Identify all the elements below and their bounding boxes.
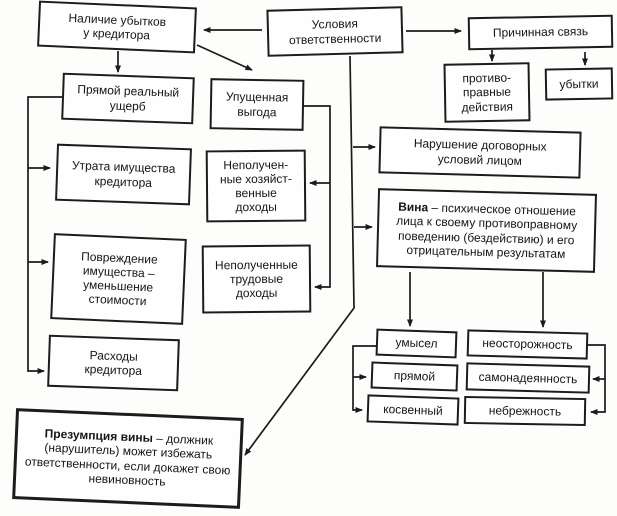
node-guilt-definition-text — [385, 200, 587, 262]
guilt-term: Вина — [398, 199, 429, 215]
node-illegal-actions-label: противо- правные действия — [461, 70, 514, 115]
node-guilt-presumption — [12, 408, 244, 509]
node-conditions-label: Условия ответственности — [288, 16, 382, 47]
node-overconfidence — [466, 362, 591, 393]
node-causal-link — [468, 15, 614, 51]
node-intent-indirect-label: косвенный — [382, 401, 444, 418]
node-direct-damage-label: Прямой реальный ущерб — [77, 82, 180, 114]
node-intent-label: умысел — [395, 335, 438, 352]
node-losses-label: убытки — [559, 76, 599, 92]
node-creditor-expenses-label: Расходы кредитора — [84, 348, 143, 378]
node-intent-direct — [371, 361, 459, 391]
node-overconfidence-label: самонадеянность — [478, 369, 578, 387]
node-property-loss-label: Утрата имущества кредитора — [71, 158, 176, 190]
guilt-definition: – психическое отношение лица к своему противоправному поведению (бездействию) и его отрицательным результатам — [395, 200, 578, 261]
node-lost-profit-label: Упущенная выгода — [225, 89, 289, 119]
node-losses — [545, 67, 614, 100]
node-intent — [376, 329, 458, 359]
node-property-damage-label: Повреждение имущества – уменьшение стоимости — [80, 249, 158, 309]
node-intent-indirect — [367, 394, 460, 425]
node-unreceived-labor-income-label: Неполученные трудовые доходы — [214, 257, 298, 301]
arrow-losses-to-lost-profit — [197, 45, 252, 70]
node-lost-profit — [210, 78, 305, 131]
bracket-carelessness — [588, 345, 605, 412]
node-guilt-presumption-text — [23, 426, 233, 492]
node-causal-link-label: Причинная связь — [492, 24, 589, 41]
guilt-presumption-definition: – должник (нарушитель) может избежать ответственности, если докажет свою невиновность — [24, 431, 231, 489]
node-unreceived-business-income — [206, 150, 307, 223]
node-conditions — [266, 6, 403, 57]
guilt-presumption-term: Презумпция вины — [44, 426, 154, 446]
node-contract-violation — [378, 126, 581, 178]
node-unreceived-business-income-label: Неполучен- ные хозяйст- венные доходы — [219, 157, 292, 215]
node-negligence — [464, 396, 586, 426]
node-negligence-label: небрежность — [488, 403, 562, 419]
node-creditor-expenses — [47, 335, 180, 392]
node-intent-direct-label: прямой — [393, 368, 436, 385]
node-losses-presence — [37, 1, 197, 54]
node-contract-violation-label: Нарушение договорных условий лицом — [413, 136, 547, 168]
node-illegal-actions — [443, 62, 530, 122]
node-carelessness — [467, 329, 589, 359]
node-guilt-definition — [376, 188, 597, 273]
node-losses-presence-label: Наличие убытков у кредитора — [68, 10, 167, 43]
node-property-damage — [50, 233, 187, 325]
node-direct-damage — [61, 73, 195, 125]
node-property-loss — [55, 144, 192, 206]
node-carelessness-label: неосторожность — [482, 336, 573, 353]
node-unreceived-labor-income — [202, 245, 312, 314]
